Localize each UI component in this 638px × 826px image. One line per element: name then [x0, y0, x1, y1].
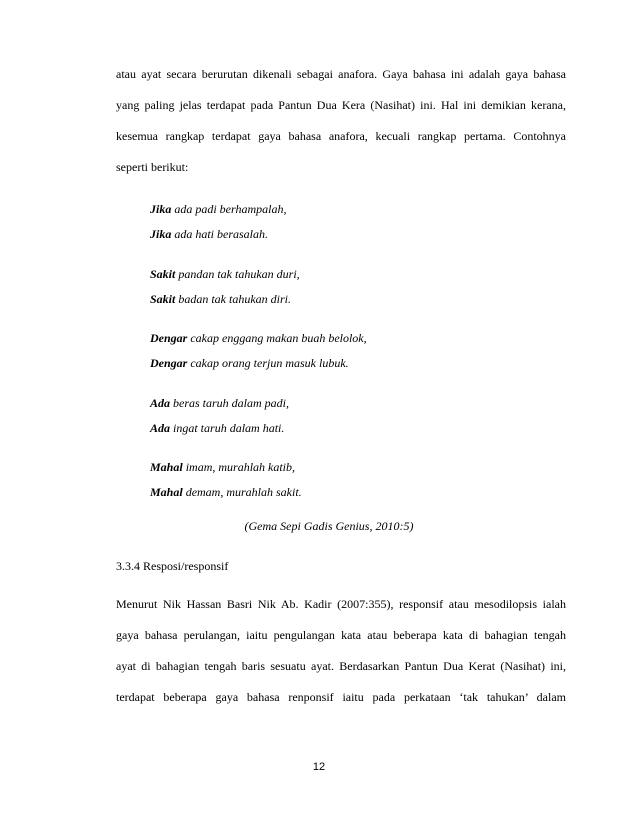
citation [0, 518, 638, 534]
verse-text: ada hati berasalah. [171, 227, 269, 241]
verse-line [150, 480, 302, 505]
verse-text: demam, murahlah sakit. [182, 485, 302, 499]
pantun-stanza-1 [150, 197, 286, 247]
anafora-word: Ada [150, 396, 171, 410]
verse-text: beras taruh dalam padi, [170, 396, 290, 410]
verse-line [150, 455, 302, 480]
anafora-word: Mahal [150, 460, 183, 474]
verse-line [150, 326, 367, 351]
section-heading: 3.3.4 Resposi/responsif [116, 559, 229, 573]
pantun-stanza-2 [150, 262, 300, 312]
verse-line [150, 197, 286, 222]
intro-line: atau ayat secara berurutan dikenali sebagai anafora. Gaya bahasa ini adalah gaya bahasa [116, 67, 566, 81]
verse-line [150, 351, 367, 376]
verse-text: imam, murahlah katib, [182, 460, 296, 474]
pantun-stanza-5 [150, 455, 302, 505]
verse-line [150, 391, 289, 416]
anafora-word: Ada [150, 421, 171, 435]
pantun-stanza-4 [150, 391, 289, 441]
verse-text: cakap orang terjun masuk lubuk. [187, 356, 349, 370]
verse-text: ada padi berhampalah, [171, 202, 287, 216]
page-number: 12 [312, 761, 326, 773]
verse-line [150, 287, 300, 312]
verse-line [150, 222, 286, 247]
anafora-word: Mahal [150, 485, 183, 499]
anafora-word: Dengar [150, 356, 188, 370]
intro-paragraph [116, 59, 566, 183]
verse-line [150, 416, 289, 441]
anafora-word: Jika [150, 227, 172, 241]
body-paragraph [116, 589, 566, 713]
body-line: Menurut Nik Hassan Basri Nik Ab. Kadir (2007:355), responsif atau mesodilopsis ialah [116, 597, 566, 611]
verse-text: cakap enggang makan buah belolok, [187, 331, 367, 345]
verse-text: ingat taruh dalam hati. [170, 421, 285, 435]
verse-text: badan tak tahukan diri. [175, 292, 292, 306]
intro-line: kesemua rangkap terdapat gaya bahasa anafora, kecuali rangkap pertama. Contohnya [116, 129, 566, 143]
anafora-word: Sakit [150, 292, 176, 306]
anafora-word: Dengar [150, 331, 188, 345]
verse-line [150, 262, 300, 287]
verse-text: pandan tak tahukan duri, [175, 267, 300, 281]
body-line: gaya bahasa perulangan, iaitu pengulangan kata atau beberapa kata di bahagian tengah [116, 628, 566, 642]
citation-text: (Gema Sepi Gadis Genius, 2010:5) [244, 519, 414, 533]
anafora-word: Sakit [150, 267, 176, 281]
intro-line: seperti berikut: [116, 160, 189, 174]
anafora-word: Jika [150, 202, 172, 216]
body-line: ayat di bahagian tengah baris sesuatu ayat. Berdasarkan Pantun Dua Kerat (Nasihat) ini, [116, 659, 566, 673]
intro-line: yang paling jelas terdapat pada Pantun Dua Kera (Nasihat) ini. Hal ini demikian kerana, [116, 98, 566, 112]
pantun-stanza-3 [150, 326, 367, 376]
body-line: terdapat beberapa gaya bahasa renponsif iaitu pada perkataan ‘tak tahukan’ dalam [116, 690, 566, 704]
